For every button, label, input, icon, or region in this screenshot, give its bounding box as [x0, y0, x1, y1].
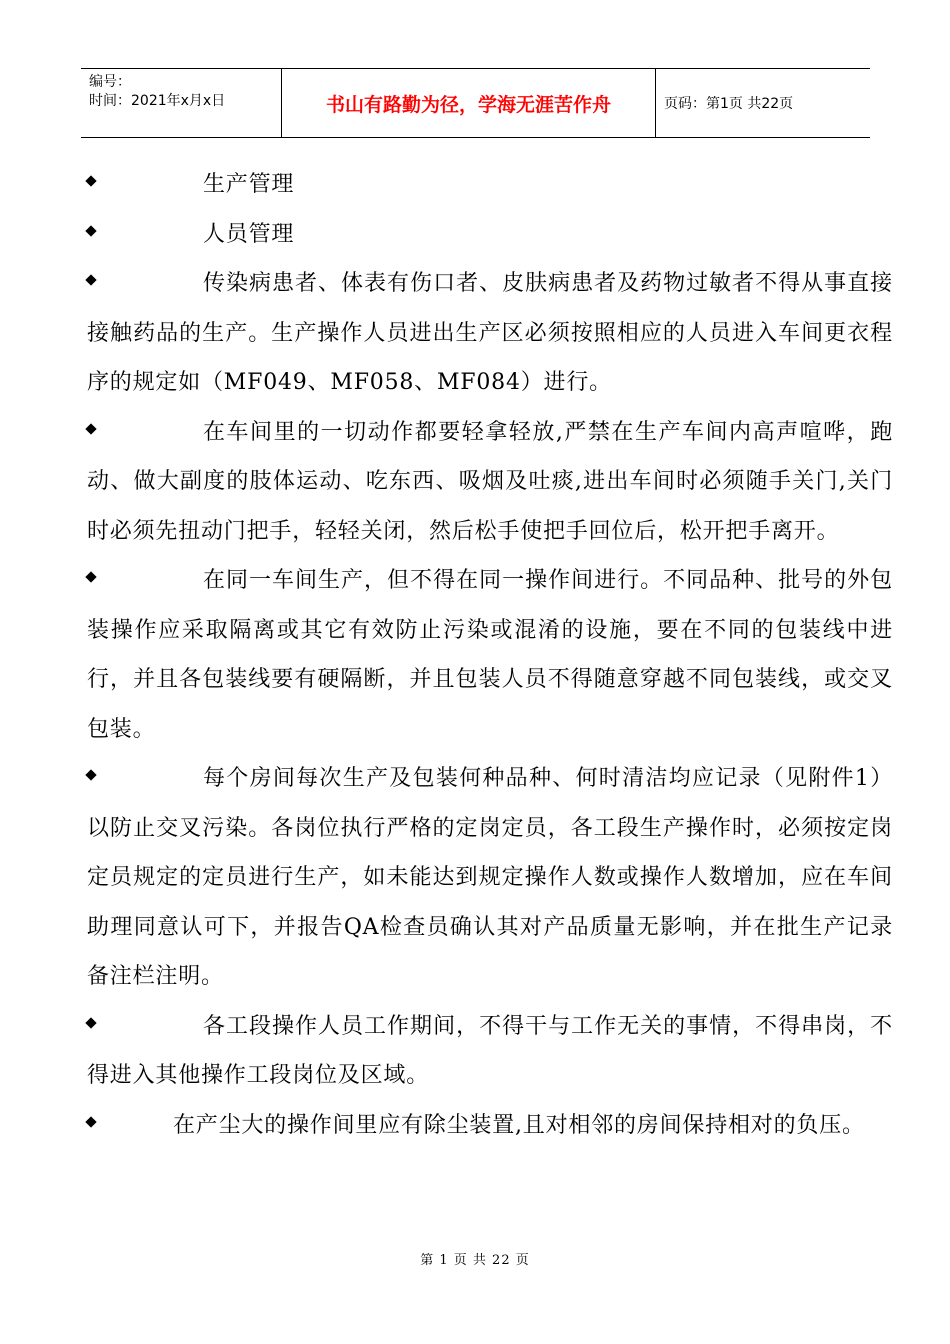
time-label: 时间：2021年x月x日 [89, 93, 226, 109]
paragraph-text: 在车间里的一切动作都要轻拿轻放,严禁在生产车间内高声喧哗，跑动、做大副度的肢体运动、吃东西、吸烟及吐痰,进出车间时必须随手关门,关门时必须先扭动门把手，轻轻关闭，然后松手使把手回位后，松开把手离开。 [87, 419, 893, 544]
paragraph-text: 各工段操作人员工作期间，不得干与工作无关的事情，不得串岗，不得进入其他操作工段岗位及区域。 [87, 1013, 893, 1088]
paragraph-production-management [87, 160, 893, 210]
paragraph-dust-control [87, 1101, 893, 1151]
header-table [81, 68, 870, 138]
paragraph-work-discipline [87, 1002, 893, 1101]
paragraph-text: 生产管理 [203, 172, 295, 197]
page-info: 页码：第1页 共22页 [664, 96, 794, 112]
paragraph-behavior-rules [87, 408, 893, 557]
paragraph-text: 传染病患者、体表有伤口者、皮肤病患者及药物过敏者不得从事直接接触药品的生产。生产操作人员进出生产区必须按照相应的人员进入车间更衣程序的规定如（MF049、MF058、MF084）进行。 [87, 271, 893, 395]
page-footer: 第 1 页 共 22 页 [420, 1253, 530, 1268]
paragraph-text: 人员管理 [203, 221, 295, 247]
paragraph-record-rules [87, 754, 893, 1002]
paragraph-packaging-rules [87, 556, 893, 754]
number-label: 编号： [89, 74, 131, 90]
motto: 书山有路勤为径，学海无涯苦作舟 [281, 69, 656, 137]
document-body [87, 160, 893, 1150]
paragraph-health-rules [87, 259, 893, 408]
paragraph-text: 每个房间每次生产及包装何种品种、何时清洁均应记录（见附件1）以防止交叉污染。各岗位执行严格的定岗定员，各工段生产操作时，必须按定岗定员规定的定员进行生产，如未能达到规定操作人数或操作人数增加，应在车间助理同意认可下，并报告QA检查员确认其对产品质量无影响，并在批生产记录备注栏注明。 [87, 766, 893, 989]
paragraph-text: 在同一车间生产，但不得在同一操作间进行。不同品种、批号的外包装操作应采取隔离或其它有效防止污染或混淆的设施，要在不同的包装线中进行，并且各包装线要有硬隔断，并且包装人员不得随意穿越不同包装线，或交叉包装。 [87, 568, 893, 742]
paragraph-text: 在产尘大的操作间里应有除尘装置,且对相邻的房间保持相对的负压。 [173, 1112, 865, 1138]
header-left-cell [81, 69, 281, 137]
paragraph-personnel-management [87, 210, 893, 260]
